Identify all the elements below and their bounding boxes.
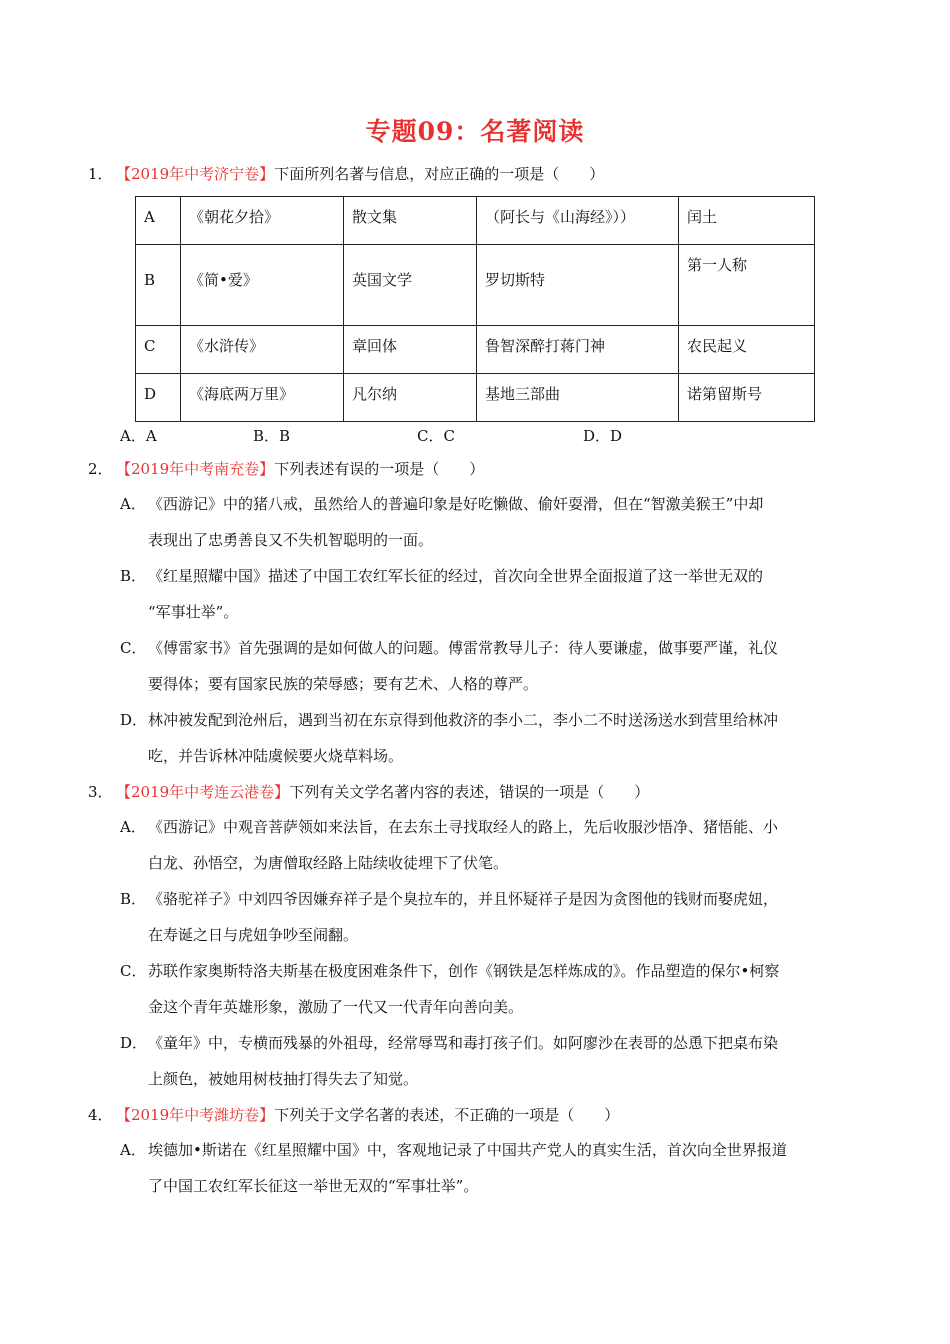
option-text: 白龙、孙悟空，为唐僧取经路上陆续收徒埋下了伏笔。 xyxy=(148,854,509,872)
question-source: 【2019年中考济宁卷】 xyxy=(116,165,275,183)
question-source: 【2019年中考连云港卷】 xyxy=(116,783,290,801)
question-number: 2． xyxy=(88,460,113,478)
option xyxy=(120,558,865,630)
table-row xyxy=(136,197,815,245)
choice-b: B．B xyxy=(253,427,291,445)
question-number: 3． xyxy=(88,783,113,801)
option-label: A． xyxy=(120,1141,146,1159)
choice-d: D．D xyxy=(583,427,623,445)
table-cell: C xyxy=(136,326,181,374)
table-row xyxy=(136,374,815,422)
option xyxy=(120,630,865,702)
option-label: D． xyxy=(120,1034,148,1052)
question-number: 4． xyxy=(88,1106,113,1124)
option xyxy=(120,1025,865,1097)
option-text: 《西游记》中观音菩萨领如来法旨，在去东土寻找取经人的路上，先后收服沙悟净、猪悟能、小 xyxy=(148,818,779,836)
table-cell: 章回体 xyxy=(344,326,477,374)
question-1 xyxy=(88,163,604,185)
option-label: C． xyxy=(120,639,147,657)
question-source: 【2019年中考南充卷】 xyxy=(116,460,275,478)
option-text: 要得体；要有国家民族的荣辱感；要有艺术、人格的尊严。 xyxy=(148,675,539,693)
option-text: 《傅雷家书》首先强调的是如何做人的问题。傅雷常教导儿子：待人要谦虚，做事要严谨，礼仪 xyxy=(148,639,779,657)
table-cell: A xyxy=(136,197,181,245)
question-stem: 下列表述有误的一项是（ ） xyxy=(274,460,485,478)
option-label: B． xyxy=(120,890,147,908)
option-text: 《童年》中，专横而残暴的外祖母，经常辱骂和毒打孩子们。如阿廖沙在表哥的怂恿下把桌布染 xyxy=(148,1034,779,1052)
option-label: A． xyxy=(120,818,146,836)
question-number: 1． xyxy=(88,165,113,183)
option-text: 上颜色，被她用树枝抽打得失去了知觉。 xyxy=(148,1070,419,1088)
question-stem: 下列有关文学名著内容的表述，错误的一项是（ ） xyxy=(289,783,650,801)
option xyxy=(120,1132,865,1204)
table-row xyxy=(136,245,815,326)
table-cell: 英国文学 xyxy=(344,245,477,326)
question-stem: 下列关于文学名著的表述，不正确的一项是（ ） xyxy=(274,1106,620,1124)
table-cell: 散文集 xyxy=(344,197,477,245)
choice-a: A．A xyxy=(120,427,157,445)
question-source: 【2019年中考潍坊卷】 xyxy=(116,1106,275,1124)
option xyxy=(120,486,865,558)
option xyxy=(120,702,865,774)
option xyxy=(120,881,865,953)
question-4 xyxy=(88,1104,619,1126)
option-text: 埃德加•斯诺在《红星照耀中国》中，客观地记录了中国共产党人的真实生活，首次向全世界报道 xyxy=(148,1141,787,1159)
option-text: 《红星照耀中国》描述了中国工农红军长征的经过，首次向全世界全面报道了这一举世无双的 xyxy=(148,567,764,585)
table-cell: 《简•爱》 xyxy=(181,245,344,326)
option-text: 《骆驼祥子》中刘四爷因嫌弃祥子是个臭拉车的，并且怀疑祥子是因为贪图他的钱财而娶虎妞， xyxy=(148,890,779,908)
option-text: 了中国工农红军长征这一举世无双的“军事壮举”。 xyxy=(148,1177,479,1195)
option xyxy=(120,953,865,1025)
option-label: D． xyxy=(120,711,148,729)
table-cell: 《朝花夕拾》 xyxy=(181,197,344,245)
question-2 xyxy=(88,458,484,480)
option-label: B． xyxy=(120,567,147,585)
table-cell: 《水浒传》 xyxy=(181,326,344,374)
question-3 xyxy=(88,781,649,803)
table-cell: B xyxy=(136,245,181,326)
table-cell: 第一人称 xyxy=(679,245,815,326)
option-text: 在寿诞之日与虎妞争吵至闹翻。 xyxy=(148,926,359,944)
table-cell: 农民起义 xyxy=(679,326,815,374)
info-table xyxy=(135,196,815,422)
question-stem: 下面所列名著与信息，对应正确的一项是（ ） xyxy=(274,165,605,183)
option-label: A． xyxy=(120,495,146,513)
table-cell: 鲁智深醉打蒋门神 xyxy=(477,326,679,374)
table-cell: 凡尔纳 xyxy=(344,374,477,422)
table-cell: 罗切斯特 xyxy=(477,245,679,326)
option-label: C． xyxy=(120,962,147,980)
option-text: “军事壮举”。 xyxy=(148,603,239,621)
table-cell: D xyxy=(136,374,181,422)
option-text: 林冲被发配到沧州后，遇到当初在东京得到他救济的李小二，李小二不时送汤送水到营里给林冲 xyxy=(148,711,779,729)
option xyxy=(120,809,865,881)
table-cell: 基地三部曲 xyxy=(477,374,679,422)
table-cell: 闰土 xyxy=(679,197,815,245)
table-cell: 《海底两万里》 xyxy=(181,374,344,422)
page-title: 专题09：名著阅读 xyxy=(365,117,585,146)
option-text: 吃，并告诉林冲陆虞候要火烧草料场。 xyxy=(148,747,404,765)
option-text: 金这个青年英雄形象，激励了一代又一代青年向善向美。 xyxy=(148,998,524,1016)
option-text: 表现出了忠勇善良又不失机智聪明的一面。 xyxy=(148,531,434,549)
choice-c: C．C xyxy=(417,427,455,445)
option-text: 《西游记》中的猪八戒，虽然给人的普遍印象是好吃懒做、偷奸耍滑，但在“智激美猴王”中却 xyxy=(148,495,764,513)
table-cell: 诺第留斯号 xyxy=(679,374,815,422)
table-row xyxy=(136,326,815,374)
table-cell: （阿长与《山海经》）） xyxy=(477,197,679,245)
option-text: 苏联作家奥斯特洛夫斯基在极度困难条件下，创作《钢铁是怎样炼成的》。作品塑造的保尔•柯察 xyxy=(148,962,780,980)
